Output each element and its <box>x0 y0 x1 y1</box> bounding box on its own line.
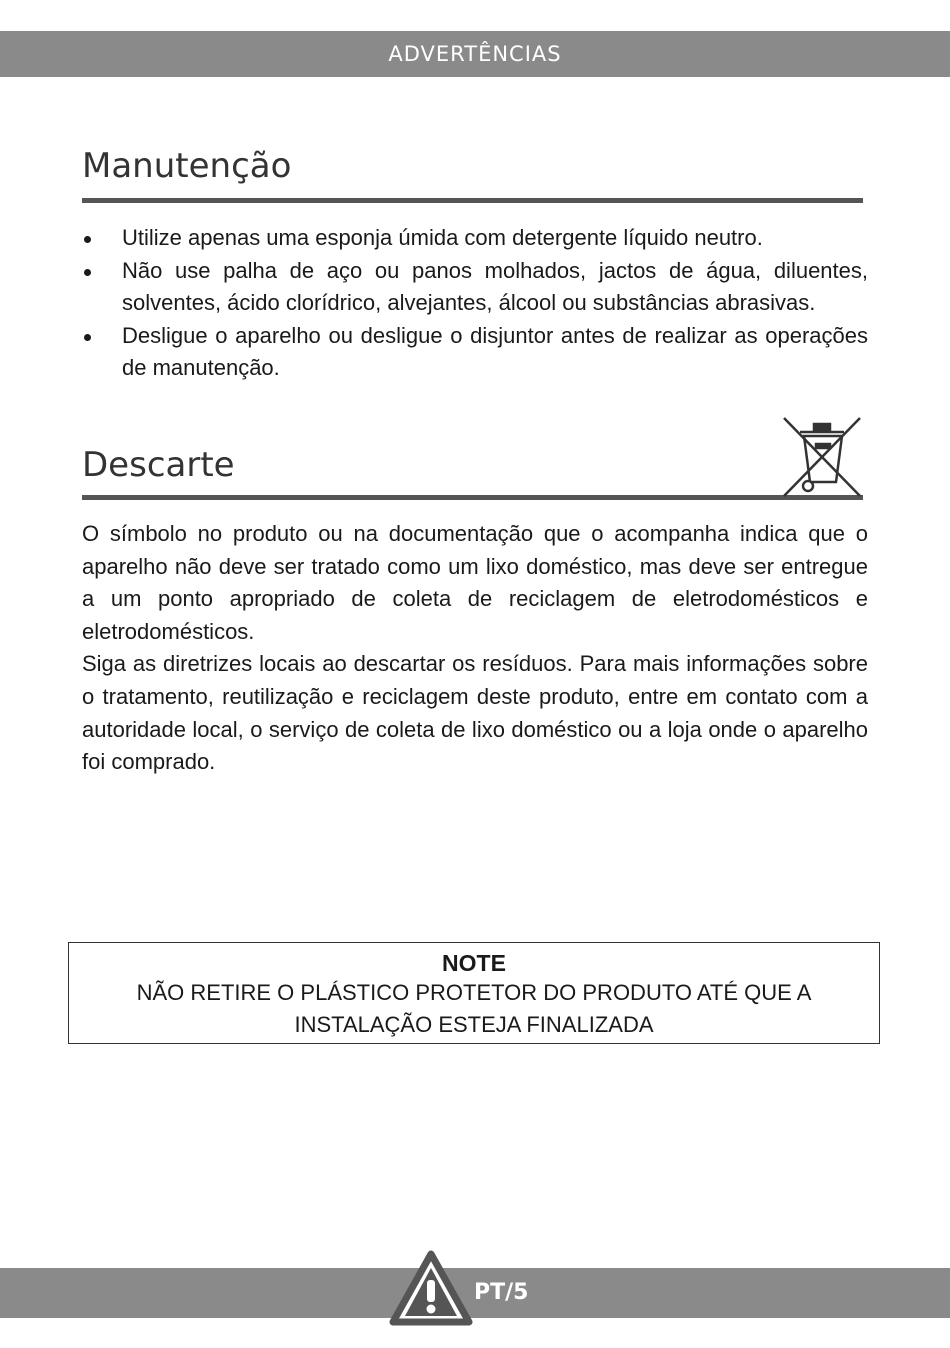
disposal-rule <box>82 495 863 500</box>
bullet-icon <box>84 334 91 341</box>
header-bar <box>0 31 950 77</box>
note-title: NOTE <box>442 950 506 976</box>
note-box <box>68 942 880 1044</box>
disposal-text <box>82 518 868 779</box>
list-item: Não use palha de aço ou panos molhados, jactos de água, diluentes, solventes, ácido clorídrico, alvejantes, álcool ou substâncias abrasivas. <box>82 255 868 320</box>
crossed-out-wheelie-bin-icon <box>778 414 866 498</box>
maintenance-list-container <box>82 222 868 385</box>
maintenance-rule <box>82 198 863 203</box>
disposal-paragraph-2: Siga as diretrizes locais ao descartar os resíduos. Para mais informações sobre o tratamento, reutilização e reciclagem deste produto, entre em contato com a autoridade local, o serviço de coleta de lixo doméstico ou a loja onde o aparelho foi comprado. <box>82 651 868 775</box>
maintenance-title: Manutenção <box>82 146 292 186</box>
maintenance-list <box>82 222 868 385</box>
bullet-icon <box>84 269 91 276</box>
page-number: PT/5 <box>474 1280 529 1305</box>
disposal-title: Descarte <box>82 445 235 485</box>
bullet-icon <box>84 236 91 243</box>
list-item: Desligue o aparelho ou desligue o disjuntor antes de realizar as operações de manutenção. <box>82 320 868 385</box>
list-item: Utilize apenas uma esponja úmida com detergente líquido neutro. <box>82 222 868 255</box>
warning-triangle-icon <box>389 1250 473 1326</box>
disposal-paragraph-1: O símbolo no produto ou na documentação que o acompanha indica que o aparelho não deve ser tratado como um lixo doméstico, mas deve ser entregue a um ponto apropriado de coleta de reciclagem de eletrodomésticos e eletrodomésticos. <box>82 521 868 644</box>
header-title: ADVERTÊNCIAS <box>388 42 562 66</box>
note-text: NÃO RETIRE O PLÁSTICO PROTETOR DO PRODUTO ATÉ QUE A INSTALAÇÃO ESTEJA FINALIZADA <box>136 980 812 1037</box>
